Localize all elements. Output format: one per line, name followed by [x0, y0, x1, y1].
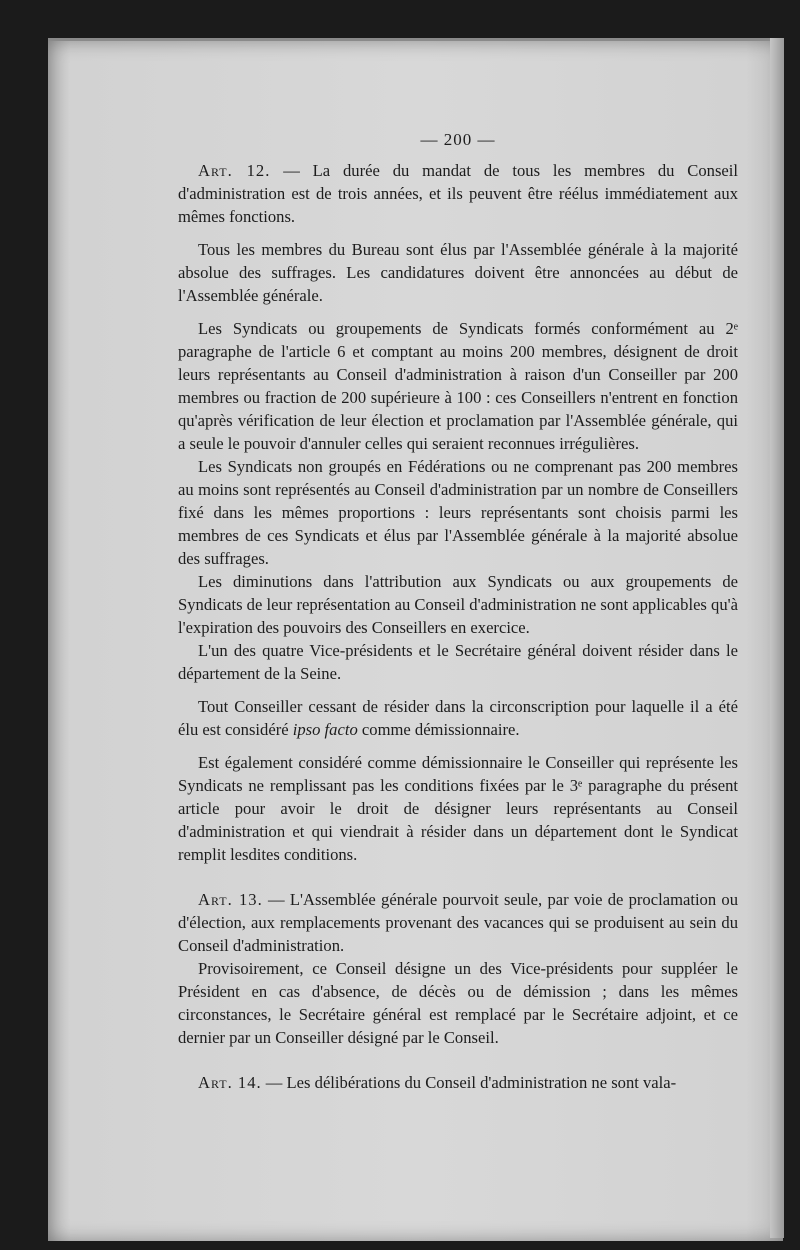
article-12-paragraph: Tout Conseiller cessant de résider dans la circonscription pour laquelle il a été élu est considéré ipso facto comme démissionnaire.	[178, 697, 738, 739]
article-12-paragraph: Les diminutions dans l'attribution aux Syndicats ou aux groupements de Syndicats de leur représentation au Conseil d'administration ne sont applicables qu'à l'expiration des pouvoirs des Conseillers en exercice.	[178, 572, 738, 637]
article-12-paragraph: Les Syndicats non groupés en Fédérations ou ne comprenant pas 200 membres au moins sont représentés au Conseil d'administration par un nombre de Conseillers fixé dans les mêmes proportions : leurs représentants sont choisis parmi les membres de ces Syndicats et élus par l'Assemblée générale à la majorité absolue des suffrages.	[178, 457, 738, 568]
article-13-paragraph: Art. 13. — L'Assemblée générale pourvoit seule, par voie de proclamation ou d'élection, aux remplacements provenant des vacances qui se produisent au sein du Conseil d'administration.	[178, 890, 738, 955]
article-12-paragraph: L'un des quatre Vice-présidents et le Secrétaire général doivent résider dans le département de la Seine.	[178, 641, 738, 683]
page-right-edge	[770, 38, 784, 1238]
article-14-label: Art. 14.	[198, 1073, 262, 1092]
article-14-paragraph: Art. 14. — Les délibérations du Conseil d'administration ne sont vala-	[198, 1073, 677, 1092]
article-12-paragraph: Les Syndicats ou groupements de Syndicats formés conformément au 2ᵉ paragraphe de l'article 6 et comptant au moins 200 membres, désignent de droit leurs représentants au Conseil d'administration à raison d'un Conseiller par 200 membres ou fraction de 200 supérieure à 100 : ces Conseillers n'entrent en fonction qu'après vérification de leur élection et proclamation par l'Assemblée générale, qui a seule le pouvoir d'annuler celles qui seraient reconnues irrégulières.	[178, 319, 738, 453]
article-12-label: Art. 12.	[198, 161, 271, 180]
article-13-paragraph: Provisoirement, ce Conseil désigne un des Vice-présidents pour suppléer le Président en cas d'absence, de décès ou de démission ; dans les mêmes circonstances, le Secrétaire général est remplacé par le Secrétaire adjoint, et ce dernier par un Conseiller désigné par le Conseil.	[178, 959, 738, 1047]
article-13-label: Art. 13.	[198, 890, 263, 909]
ipso-facto: ipso facto	[292, 720, 358, 739]
page-number: — 200 —	[420, 130, 496, 149]
article-12-paragraph: Est également considéré comme démissionnaire le Conseiller qui représente les Syndicats ne remplissant pas les conditions fixées par le 3ᵉ paragraphe du présent article pour avoir le droit de désigner leurs représentants au Conseil d'administration et qui viendrait à résider dans un département dont le Syndicat remplit lesdites conditions.	[178, 753, 738, 864]
article-12-paragraph: Tous les membres du Bureau sont élus par l'Assemblée générale à la majorité absolue des suffrages. Les candidatures doivent être annoncées au début de l'Assemblée générale.	[178, 240, 738, 305]
article-12-paragraph: Art. 12. — La durée du mandat de tous les membres du Conseil d'administration est de trois années, et ils peuvent être réélus immédiatement aux mêmes fonctions.	[178, 161, 738, 226]
page-text	[178, 128, 738, 1094]
